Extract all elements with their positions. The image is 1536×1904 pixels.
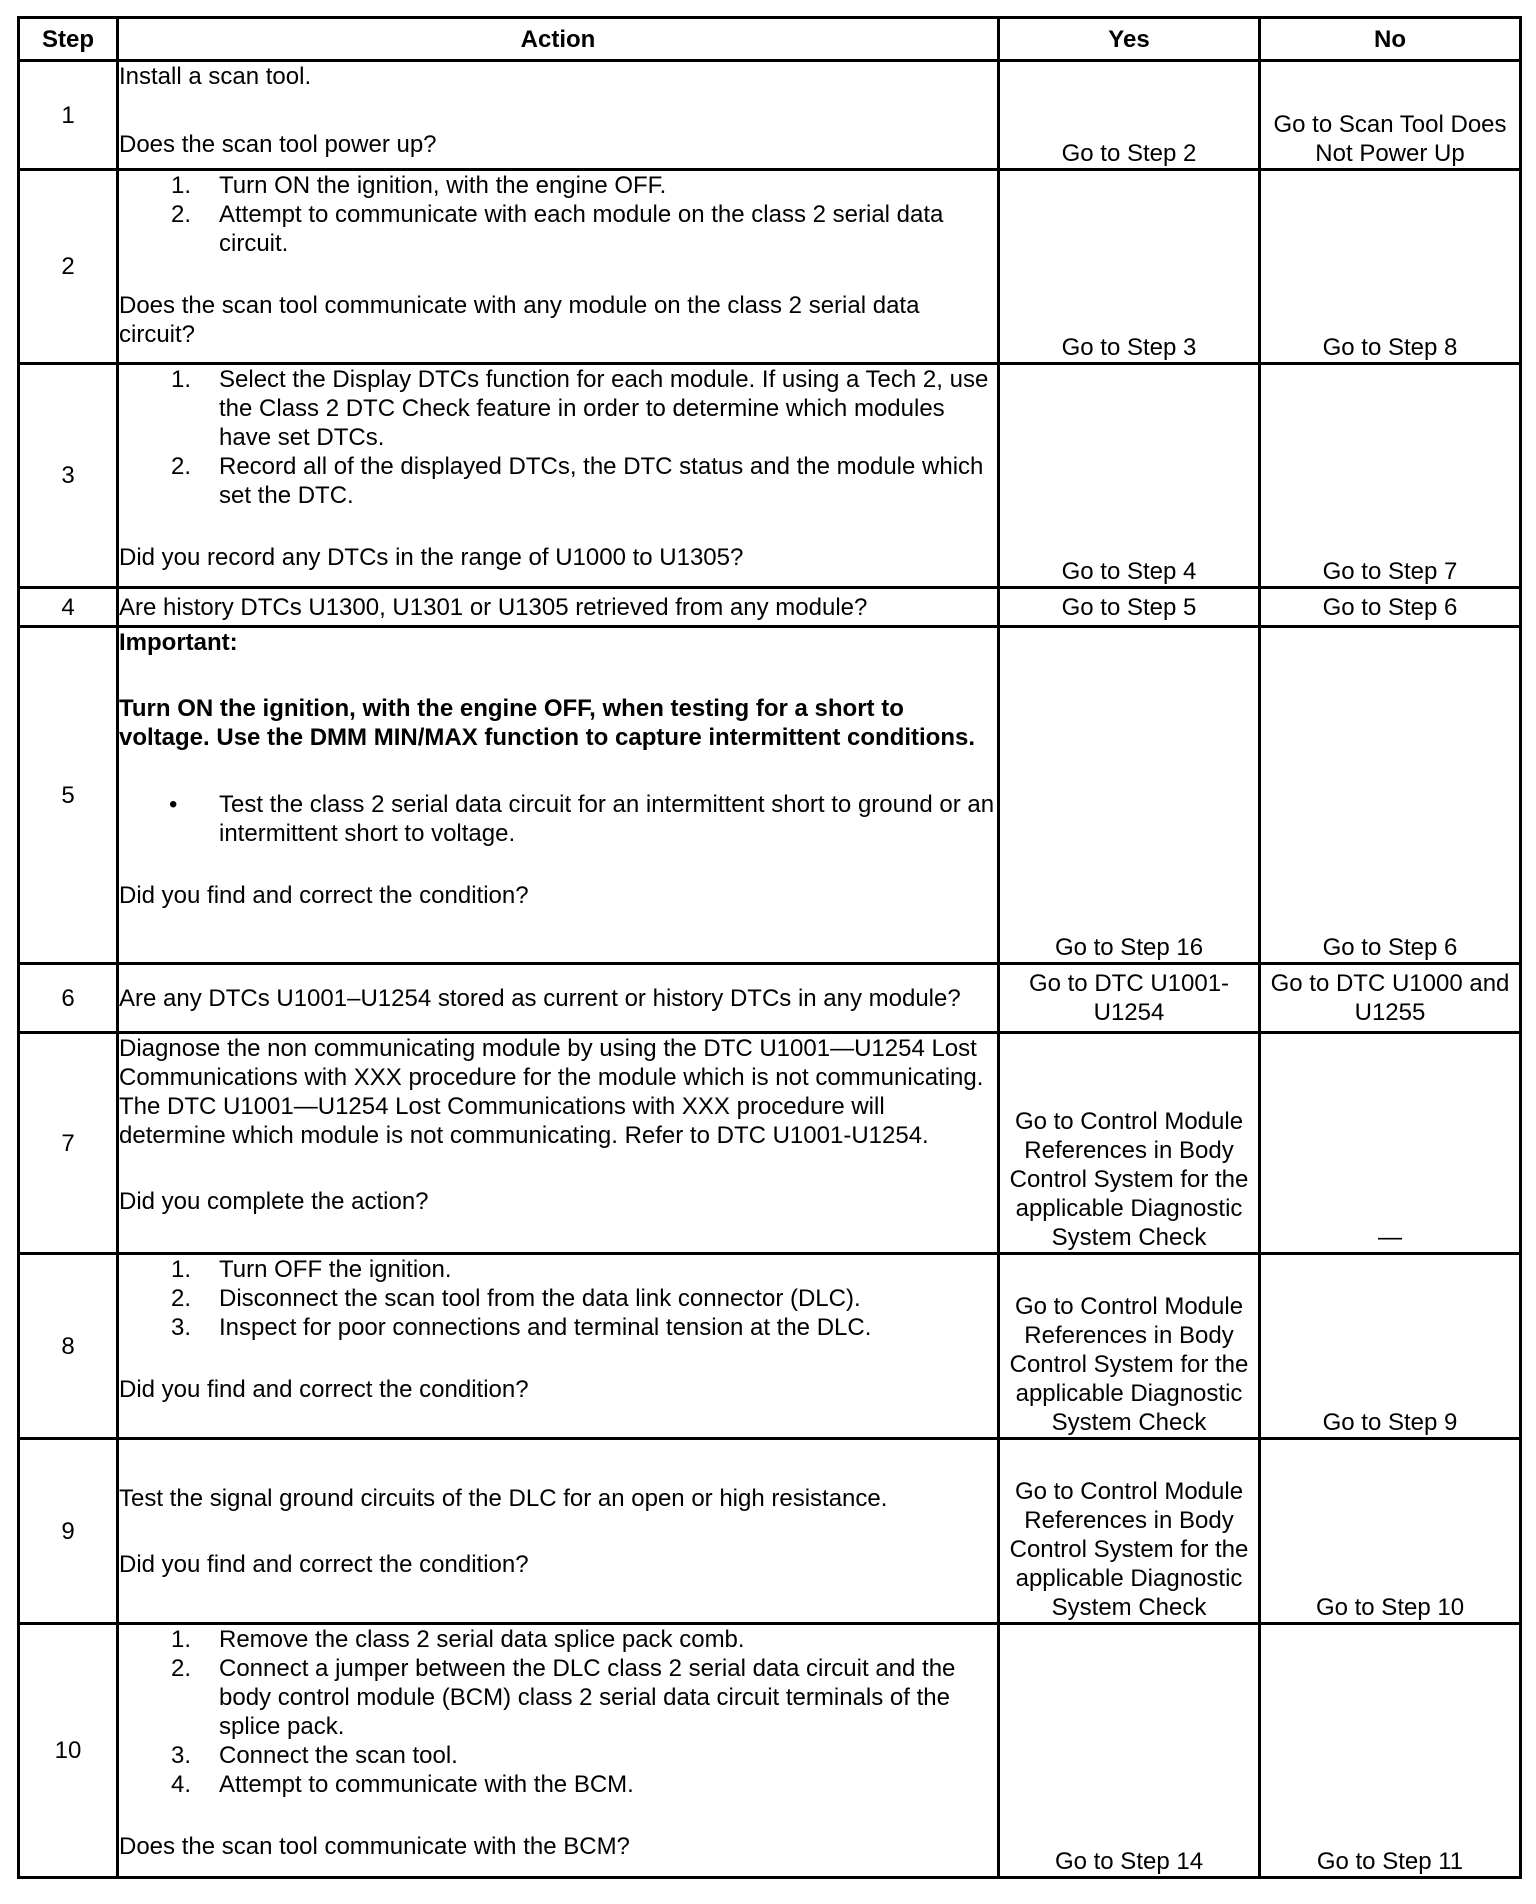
header-step: Step <box>19 18 118 61</box>
step-number: 8 <box>19 1254 118 1439</box>
yes-cell: Go to Step 5 <box>999 588 1260 627</box>
action-cell <box>118 1033 999 1254</box>
yes-cell: Go to DTC U1001-U1254 <box>999 964 1260 1033</box>
yes-cell: Go to Control Module References in Body Control System for the applicable Diagnostic System Check <box>999 1254 1260 1439</box>
table-row <box>19 61 1521 170</box>
no-cell: Go to Step 8 <box>1260 170 1521 364</box>
step-number: 2 <box>19 170 118 364</box>
table-row <box>19 588 1521 627</box>
yes-cell: Go to Step 3 <box>999 170 1260 364</box>
action-steps <box>119 171 997 258</box>
table-row <box>19 1439 1521 1624</box>
no-cell: Go to DTC U1000 and U1255 <box>1260 964 1521 1033</box>
action-question: Did you record any DTCs in the range of U1000 to U1305? <box>119 544 744 571</box>
table-row <box>19 1033 1521 1254</box>
list-item: 1. Remove the class 2 serial data splice pack comb. <box>171 1626 745 1653</box>
action-question: Are history DTCs U1300, U1301 or U1305 retrieved from any module? <box>119 593 868 621</box>
table-row <box>19 1624 1521 1878</box>
table-row <box>19 627 1521 964</box>
no-cell: Go to Step 6 <box>1260 588 1521 627</box>
action-question: Does the scan tool communicate with any module on the class 2 serial data circuit? <box>119 292 920 348</box>
action-question: Did you find and correct the condition? <box>119 1550 529 1578</box>
header-yes: Yes <box>999 18 1260 61</box>
yes-cell: Go to Control Module References in Body Control System for the applicable Diagnostic System Check <box>999 1439 1260 1624</box>
step-number: 5 <box>19 627 118 964</box>
action-question: Did you find and correct the condition? <box>119 882 529 909</box>
header-no: No <box>1260 18 1521 61</box>
step-number: 9 <box>19 1439 118 1624</box>
yes-cell: Go to Control Module References in Body Control System for the applicable Diagnostic System Check <box>999 1033 1260 1254</box>
action-cell <box>118 170 999 364</box>
header-action: Action <box>118 18 999 61</box>
important-label: Important: <box>119 629 238 656</box>
step-number: 1 <box>19 61 118 170</box>
action-cell <box>118 588 999 627</box>
step-number: 6 <box>19 964 118 1033</box>
yes-cell: Go to Step 14 <box>999 1624 1260 1878</box>
list-item: 2. Connect a jumper between the DLC class 2 serial data circuit and the body control module (BCM) class 2 serial data circuit terminals of the splice pack. <box>171 1655 956 1740</box>
no-cell: Go to Step 11 <box>1260 1624 1521 1878</box>
list-item: 3. Inspect for poor connections and terminal tension at the DLC. <box>171 1314 872 1341</box>
action-question: Does the scan tool communicate with the BCM? <box>119 1833 630 1860</box>
list-item: 1. Turn OFF the ignition. <box>171 1256 452 1283</box>
action-cell <box>118 964 999 1033</box>
action-question: Are any DTCs U1001–U1254 stored as current or history DTCs in any module? <box>119 984 961 1012</box>
no-cell: — <box>1260 1033 1521 1254</box>
no-cell: Go to Step 9 <box>1260 1254 1521 1439</box>
action-question: Did you complete the action? <box>119 1188 429 1215</box>
yes-cell: Go to Step 2 <box>999 61 1260 170</box>
no-cell: Go to Step 10 <box>1260 1439 1521 1624</box>
list-item: 1. Select the Display DTCs function for each module. If using a Tech 2, use the Class 2 DTC Check feature in order to determine which modules have set DTCs. <box>171 366 989 451</box>
action-intro: Install a scan tool. <box>119 63 312 90</box>
step-number: 3 <box>19 364 118 588</box>
no-cell: Go to Step 6 <box>1260 627 1521 964</box>
action-steps <box>119 1625 997 1799</box>
action-cell <box>118 1624 999 1878</box>
list-item: 4. Attempt to communicate with the BCM. <box>171 1771 634 1798</box>
table-row <box>19 364 1521 588</box>
list-item: 2. Disconnect the scan tool from the data link connector (DLC). <box>171 1285 861 1312</box>
step-number: 4 <box>19 588 118 627</box>
document <box>17 16 1519 1879</box>
step-number: 7 <box>19 1033 118 1254</box>
action-steps <box>119 365 997 510</box>
list-item: • Test the class 2 serial data circuit for an intermittent short to ground or an intermittent short to voltage. <box>169 791 995 847</box>
action-steps <box>119 1255 997 1342</box>
action-question: Did you find and correct the condition? <box>119 1376 529 1403</box>
action-intro: Test the signal ground circuits of the DLC for an open or high resistance. <box>119 1484 888 1512</box>
action-cell <box>118 364 999 588</box>
diagnostic-table <box>17 16 1522 1879</box>
list-item: 3. Connect the scan tool. <box>171 1742 458 1769</box>
table-row <box>19 1254 1521 1439</box>
no-cell: Go to Scan Tool Does Not Power Up <box>1260 61 1521 170</box>
step-number: 10 <box>19 1624 118 1878</box>
important-note: Turn ON the ignition, with the engine OFF, when testing for a short to voltage. Use the DMM MIN/MAX function to capture intermittent conditions. <box>119 695 976 751</box>
list-item: 1. Turn ON the ignition, with the engine OFF. <box>171 172 667 199</box>
action-cell <box>118 1439 999 1624</box>
action-bullets <box>119 790 997 848</box>
header-row <box>19 18 1521 61</box>
action-intro: Diagnose the non communicating module by using the DTC U1001—U1254 Lost Communications with XXX procedure for the module which is not communicating. The DTC U1001—U1254 Lost Communications with XXX procedure will determine which module is not communicating. Refer to DTC U1001-U1254. <box>119 1035 984 1149</box>
list-item: 2. Attempt to communicate with each module on the class 2 serial data circuit. <box>171 201 944 257</box>
list-item: 2. Record all of the displayed DTCs, the DTC status and the module which set the DTC. <box>171 453 984 509</box>
action-cell <box>118 627 999 964</box>
yes-cell: Go to Step 4 <box>999 364 1260 588</box>
table-row <box>19 170 1521 364</box>
yes-cell: Go to Step 16 <box>999 627 1260 964</box>
action-cell <box>118 61 999 170</box>
action-cell <box>118 1254 999 1439</box>
table-row <box>19 964 1521 1033</box>
no-cell: Go to Step 7 <box>1260 364 1521 588</box>
action-question: Does the scan tool power up? <box>119 131 437 158</box>
